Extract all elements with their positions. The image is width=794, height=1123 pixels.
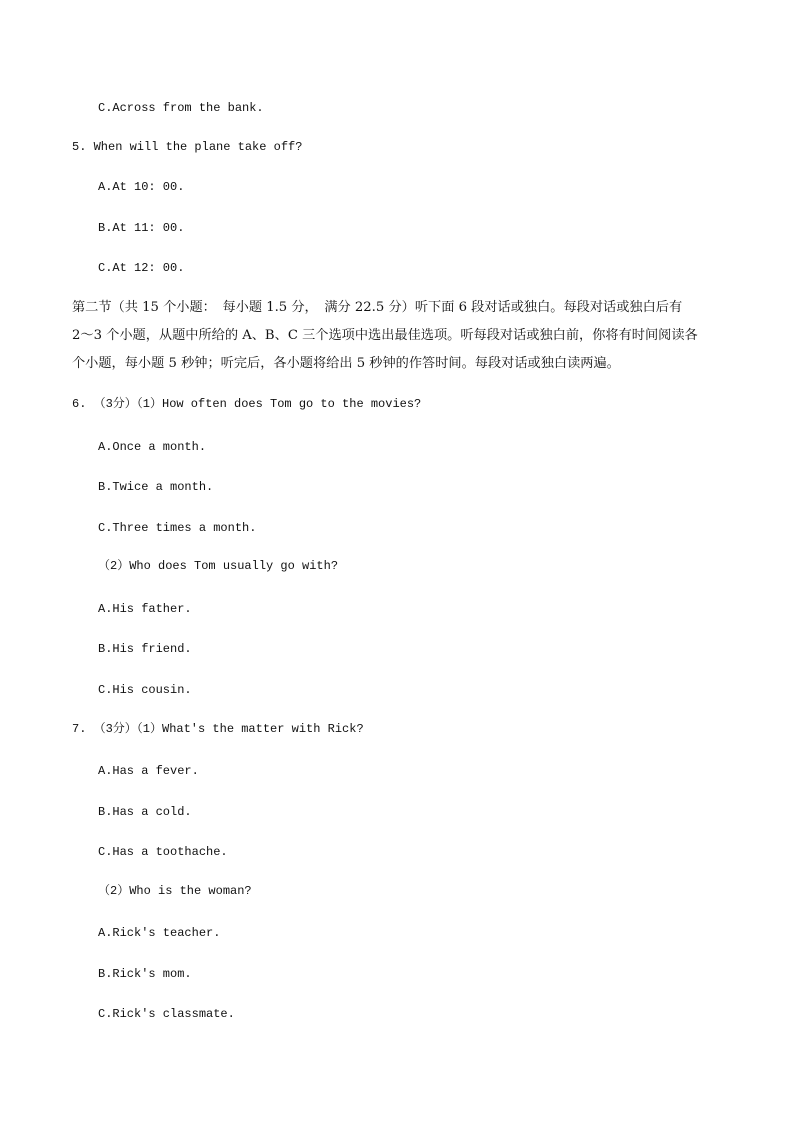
q6-question-1: 6. （3分）（1）How often does Tom go to the movies? bbox=[72, 397, 422, 411]
q7-1-option-a: A.Has a fever. bbox=[98, 764, 199, 778]
q7-1-option-b: B.Has a cold. bbox=[98, 805, 192, 819]
q7-2-option-a: A.Rick's teacher. bbox=[98, 926, 221, 940]
q5-option-c: C.At 12: 00. bbox=[98, 261, 185, 275]
q6-1-option-a: A.Once a month. bbox=[98, 440, 207, 454]
q6-question-2: （2）Who does Tom usually go with? bbox=[98, 559, 339, 573]
q7-1-option-c: C.Has a toothache. bbox=[98, 845, 228, 859]
q7-question-2: （2）Who is the woman? bbox=[98, 884, 252, 898]
q5-option-a: A.At 10: 00. bbox=[98, 180, 185, 194]
q7-2-option-b: B.Rick's mom. bbox=[98, 967, 192, 981]
section2-instructions-line3: 个小题，每小题 5 秒钟；听完后，各小题将给出 5 秒钟的作答时间。每段对话或独白读两遍。 bbox=[72, 356, 620, 371]
q7-2-option-c: C.Rick's classmate. bbox=[98, 1007, 235, 1021]
q7-question-1: 7. （3分）（1）What's the matter with Rick? bbox=[72, 722, 364, 736]
section2-instructions-line2: 2～3 个小题，从题中所给的 A、B、C 三个选项中选出最佳选项。听每段对话或独白前，你将有时间阅读各 bbox=[72, 328, 698, 343]
q6-2-option-b: B.His friend. bbox=[98, 642, 192, 656]
section2-instructions-line1: 第二节（共 15 个小题： 每小题 1.5 分， 满分 22.5 分）听下面 6 段对话或独白。每段对话或独白后有 bbox=[72, 300, 683, 315]
q6-1-option-c: C.Three times a month. bbox=[98, 521, 257, 535]
q6-2-option-c: C.His cousin. bbox=[98, 683, 192, 697]
q6-1-option-b: B.Twice a month. bbox=[98, 480, 214, 494]
q5-option-b: B.At 11: 00. bbox=[98, 221, 185, 235]
q5-question: 5. When will the plane take off? bbox=[72, 140, 303, 154]
q6-2-option-a: A.His father. bbox=[98, 602, 192, 616]
q4-option-c: C.Across from the bank. bbox=[98, 101, 264, 115]
